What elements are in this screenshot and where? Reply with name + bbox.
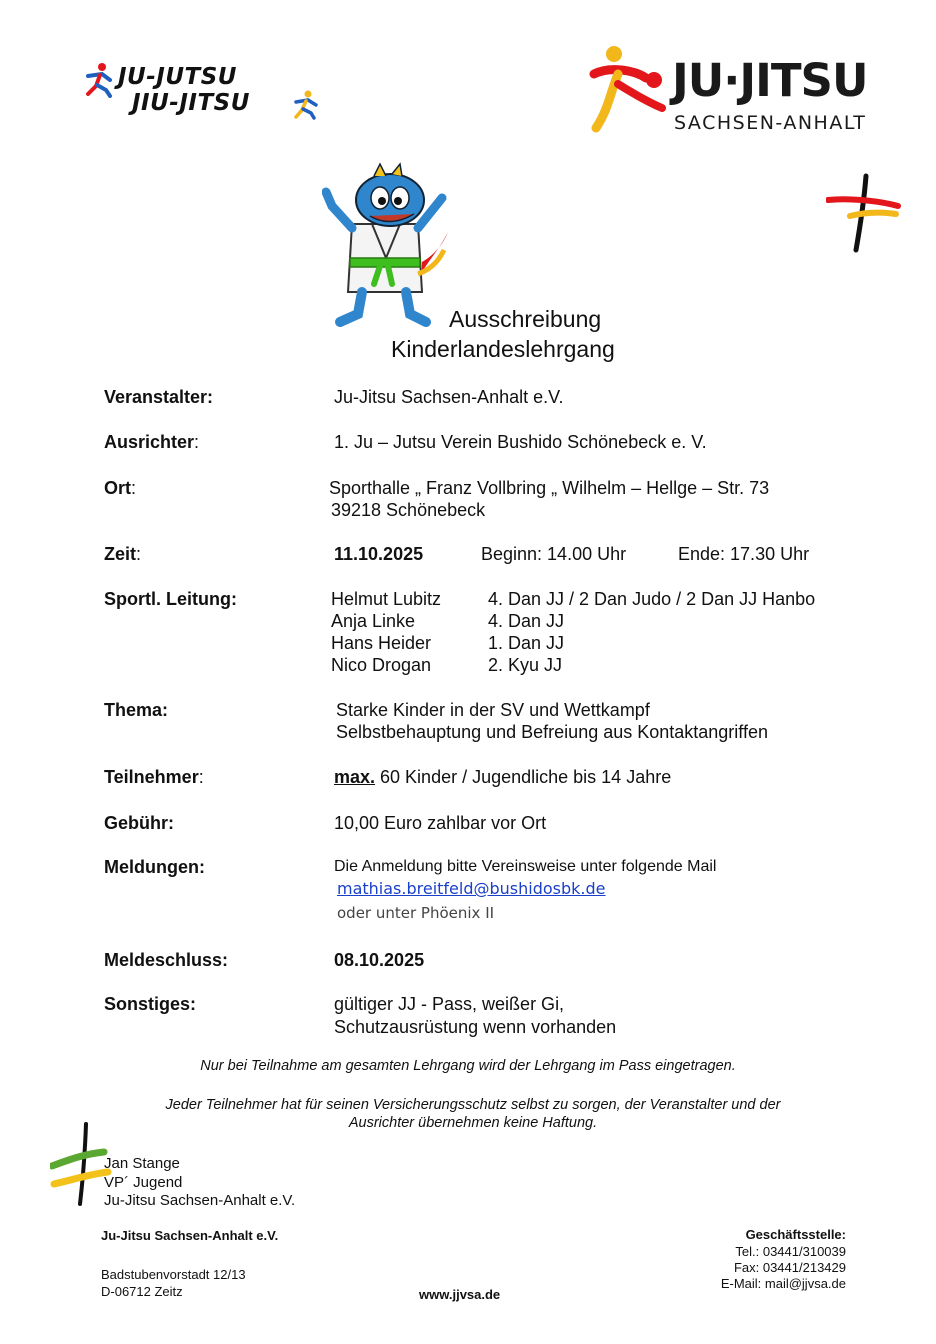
label-ausrichter: Ausrichter [104, 432, 195, 452]
label-teilnehmer-colon: : [198, 767, 204, 787]
label-ausrichter-wrap [104, 432, 199, 453]
fighter-icon [588, 44, 668, 134]
signature-org: Ju-Jitsu Sachsen-Anhalt e.V. [104, 1192, 296, 1209]
leitung-grade: 1. Dan JJ [488, 633, 565, 653]
leitung-grade: 4. Dan JJ [488, 611, 565, 631]
signature-name: Jan Stange [104, 1155, 180, 1172]
footer-email: E-Mail: mail@jjvsa.de [720, 1276, 846, 1291]
label-ort-wrap [104, 478, 136, 499]
runner-icon-small [292, 90, 324, 120]
logo-name: JU·JITSU [672, 54, 868, 107]
runner-icon [84, 62, 116, 98]
leitung-name: Nico Drogan [331, 655, 432, 675]
label-veranstalter: Veranstalter: [104, 387, 214, 407]
footer-fax: Fax: 03441/213429 [733, 1260, 846, 1275]
dragon-mascot-image [322, 162, 450, 330]
signature-role: VP´ Jugend [104, 1174, 183, 1191]
label-leitung: Sportl. Leitung: [104, 589, 237, 609]
leitung-name: Hans Heider [331, 633, 432, 653]
label-zeit-wrap [104, 544, 141, 565]
value-ausrichter: 1. Ju – Jutsu Verein Bushido Schönebeck e. V. [334, 432, 707, 452]
leitung-name: Anja Linke [331, 611, 416, 631]
value-ort-line1: Sporthalle „ Franz Vollbring „ Wilhelm – Hellge – Str. 73 [329, 478, 770, 498]
leitung-grade: 4. Dan JJ / 2 Dan Judo / 2 Dan JJ Hanbo [488, 589, 816, 609]
label-zeit-colon: : [136, 544, 142, 564]
label-teilnehmer: Teilnehmer [104, 767, 199, 787]
value-ort-line2: 39218 Schönebeck [331, 500, 486, 520]
label-ausrichter-colon: : [194, 432, 200, 452]
title-line-1: Ausschreibung [449, 306, 602, 332]
logo-jujitsu-sachsen-anhalt [588, 44, 908, 134]
value-gebuehr: 10,00 Euro zahlbar vor Ort [334, 813, 547, 833]
footer-office-title: Geschäftsstelle: [745, 1227, 846, 1242]
teilnehmer-text: 60 Kinder / Jugendliche bis 14 Jahre [375, 767, 672, 787]
label-meldeschluss: Meldeschluss: [104, 950, 229, 970]
note-insurance-line2: Ausrichter übernehmen keine Haftung. [348, 1115, 598, 1131]
footer-city: D-06712 Zeitz [101, 1284, 183, 1299]
label-ort: Ort [104, 478, 131, 498]
label-gebuehr: Gebühr: [104, 813, 174, 833]
value-zeit-date: 11.10.2025 [334, 544, 424, 564]
leitung-grade: 2. Kyu JJ [488, 655, 563, 675]
value-thema-line1: Starke Kinder in der SV und Wettkampf [336, 700, 650, 720]
value-zeit-ende: Ende: 17.30 Uhr [678, 544, 810, 564]
label-sonstiges: Sonstiges: [104, 994, 197, 1014]
label-zeit: Zeit [104, 544, 137, 564]
emblem-icon [826, 172, 902, 254]
footer-street: Badstubenvorstadt 12/13 [101, 1267, 246, 1282]
logo-ju-jutsu [84, 60, 334, 120]
footer-org: Ju-Jitsu Sachsen-Anhalt e.V. [101, 1228, 279, 1243]
value-meldungen-line1: Die Anmeldung bitte Vereinsweise unter folgende Mail [334, 858, 717, 875]
value-sonstiges-line2: Schutzausrüstung wenn vorhanden [334, 1017, 617, 1037]
value-meldeschluss: 08.10.2025 [334, 950, 425, 970]
footer-tel: Tel.: 03441/310039 [735, 1244, 846, 1259]
title-line-2: Kinderlandeslehrgang [391, 336, 615, 362]
leitung-name: Helmut Lubitz [331, 589, 442, 609]
note-pass: Nur bei Teilnahme am gesamten Lehrgang wird der Lehrgang im Pass eingetragen. [200, 1058, 736, 1074]
value-teilnehmer [334, 767, 671, 788]
logo-sub: SACHSEN-ANHALT [674, 112, 867, 134]
footer-web[interactable]: www.jjvsa.de [419, 1287, 501, 1302]
value-zeit-beginn: Beginn: 14.00 Uhr [481, 544, 627, 564]
value-sonstiges-line1: gültiger JJ - Pass, weißer Gi, [334, 994, 565, 1014]
label-teilnehmer-wrap [104, 767, 204, 788]
teilnehmer-max: max. [334, 767, 376, 787]
value-veranstalter: Ju-Jitsu Sachsen-Anhalt e.V. [334, 387, 564, 407]
label-meldungen: Meldungen: [104, 857, 205, 877]
label-thema: Thema: [104, 700, 169, 720]
logo-line-2: JIU-JITSU [132, 90, 250, 116]
meldungen-email-link[interactable]: mathias.breitfeld@bushidosbk.de [337, 879, 606, 898]
value-thema-line2: Selbstbehauptung und Befreiung aus Kontaktangriffen [336, 722, 768, 742]
logo-line-1: JU-JUTSU [118, 64, 237, 90]
label-ort-colon: : [131, 478, 137, 498]
note-insurance-line1: Jeder Teilnehmer hat für seinen Versicherungsschutz selbst zu sorgen, der Veranstalter und der [165, 1097, 781, 1113]
value-meldungen-line3: oder unter Phöenix II [337, 904, 495, 922]
